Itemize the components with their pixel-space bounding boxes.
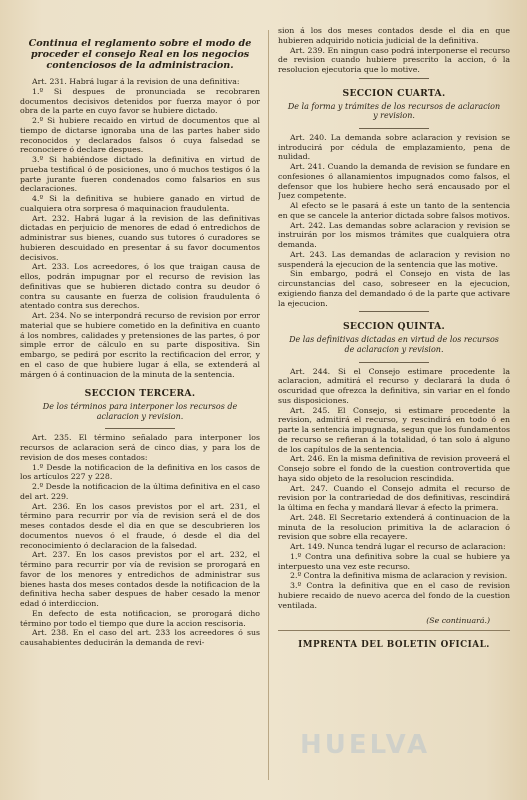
archive-watermark-logo: HUELVA [300, 730, 431, 760]
paragraph: Art. 241. Cuando la demanda de revision se fundare en confesiones ó allanamientos impugnados como falsos, el defensor que los hubiere hecho será encausado por el Juez competente. [278, 162, 510, 201]
left-column [20, 30, 260, 792]
paragraph: Sin embargo, podrá el Consejo en vista de las circunstancias del caso, sobreseer en la ejecucion, exigiendo fianza del demandado ó de la parte que activare la ejecucion. [278, 269, 510, 308]
section-subtitle-cuarta: De la forma y trámites de los recursos de aclaracion y revision. [287, 101, 501, 121]
paragraph: Art. 247. Cuando el Consejo admita el recurso de revision por la contrariedad de dos definitivas, rescindirá la última en fecha y mandará llevar á efecto la primera. [278, 483, 510, 513]
imprint-line: IMPRENTA DEL BOLETIN OFICIAL. [298, 640, 490, 651]
paragraph: Art. 234. No se interpondrá recurso de revision por error material que se hubiere cometido en la definitiva en cuanto á los nombres, calidades y pretensiones de las partes, ó por simple error de cálculo en su parte dispositiva. Sin embargo, se pedirá por escrito la rectificacion del error, y en el caso de que hubiere lugar á ella, se extenderá al márgen ó á continuacion de la minuta de la sentencia. [20, 311, 260, 379]
paragraph: Art. 239. En ningun caso podrá interponerse el recurso de revision cuando hubiere prescrito la accion, ó la resolucion ejecutoria que lo motive. [278, 45, 510, 74]
separator-line [359, 362, 429, 363]
paragraph: Art. 237. En los casos previstos por el art. 232, el término para recurrir por vía de revision se prorogará en favor de los menores y entredichos de administrar sus bienes hasta dos meses contados desde la notificacion de la definitiva hecha saber despues de haber cesado la menor edad ó interdiccion. [20, 550, 260, 609]
paragraph: Art. 238. En el caso del art. 233 los acreedores ó sus causahabientes deducirán la demanda de revi- [20, 628, 260, 648]
paragraph: Art. 245. El Consejo, si estimare procedente la revision, admitirá el recurso, y rescindirá en todo ó en parte la sentencia impugnada, segun que los fundamentos de recurso se refieran á la totalidad, ó tan solo á alguno de los capítulos de la sentencia. [278, 405, 510, 454]
article-title: Continua el reglamento sobre el modo de proceder el consejo Real en los negocios contenciosos de la administracion. [28, 38, 252, 71]
left-paragraphs-b [20, 433, 260, 648]
separator-line [359, 311, 429, 312]
column-divider [268, 30, 269, 780]
right-column [278, 26, 510, 792]
section-title-quinta: SECCION QUINTA. [342, 321, 446, 333]
paragraph: sion á los dos meses contados desde el dia en que hubieren adquirido noticia judicial de la definitiva. [278, 26, 510, 45]
paragraph: 3.º Contra la definitiva que en el caso de revision hubiere recaido de nuevo acerca del fondo de la cuestion ventilada. [278, 581, 510, 610]
paragraph: Art. 243. Las demandas de aclaracion y revision no suspenderá la ejecucion de la sentencia que las motive. [278, 249, 510, 269]
paragraph: Art. 246. En la misma definitiva de revision proveerá el Consejo sobre el fondo de la cuestion controvertida que haya sido objeto de la resolucion rescindida. [278, 454, 510, 483]
paragraph: 1.º Si despues de pronunciada se recobraren documentos decisivos detenidos por fuerza mayor ó por obra de la parte en cuyo favor se hubiere dictado. [20, 86, 260, 116]
paragraph: Art. 248. El Secretario extenderá á continuacion de la minuta de la resolucion primitiva la de aclaracion ó revision que sobre ella recayere. [278, 512, 510, 542]
paragraph: 3.º Si habiéndose dictado la definitiva en virtud de prueba testifical ó de posiciones, uno ó muchos testigos ó la parte jurante fueren condenados como falsarios en sus declaraciones. [20, 155, 260, 194]
paragraph: 1.º Contra una definitiva sobre la cual se hubiere ya interpuesto una vez este recurso. [278, 551, 510, 571]
separator-line [105, 428, 175, 429]
paragraph: Art. 235. El término señalado para interponer los recursos de aclaracion será de cinco dias, y para los de revision de dos meses contados: [20, 433, 260, 462]
section-subtitle-tercera: De los términos para interponer los recursos de aclaracion y revision. [42, 402, 238, 421]
right-paragraphs-c [278, 367, 510, 611]
paragraph: Art. 233. Los acreedores, ó los que traigan causa de ellos, podrán impugnar por el recurso de revision las definitivas que se hubieren dictado contra su deudor ó contra su causante en fuerza de colision fraudulenta ó atentado contra sus derechos. [20, 262, 260, 311]
paragraph: Art. 149. Nunca tendrá lugar el recurso de aclaracion: [290, 542, 506, 552]
paragraph: Al efecto se le pasará á este un tanto de la sentencia en que se cancele la anterior dictada sobre falsos motivos. [278, 201, 510, 220]
right-paragraphs-a [278, 26, 510, 75]
imprint-rule [278, 630, 510, 631]
paragraph: Art. 236. En los casos previstos por el art. 231, el término para recurrir por vía de revision será el de dos meses contados desde el dia en que se descubrieren los documentos nuevos ó el fraude, ó desde el dia del reconocimiento ó declaracion de la falsedad. [20, 501, 260, 550]
paragraph: Art. 231. Habrá lugar á la revision de una definitiva: [32, 77, 240, 86]
section-title-tercera: SECCION TERCERA. [84, 388, 196, 400]
paragraph: Art. 240. La demanda sobre aclaracion y revision se introducirá por cédula de emplazamiento, pena de nulidad. [278, 132, 510, 162]
separator-line [359, 78, 429, 79]
paragraph: 2.º Si hubiere recaido en virtud de documentos que al tiempo de dictarse ignoraba una de las partes haber sido reconocidos y declarados falsos ó cuya falsedad se reconociere ó declare despues. [20, 116, 260, 155]
paragraph: En defecto de esta notificacion, se prorogará dicho término por todo el tiempo que dure la accion rescisoria. [20, 608, 260, 628]
separator-line [359, 128, 429, 129]
left-paragraphs-a [20, 77, 260, 379]
paragraph: Art. 244. Si el Consejo estimare procedente la aclaracion, admitirá el recurso y declarará la duda ó oscuridad que ofrezca la definitiva, sin variar en el fondo sus disposiciones. [278, 366, 510, 405]
paragraph: 2.º Contra la definitiva misma de aclaracion y revision. [290, 571, 508, 581]
paragraph: Art. 242. Las demandas sobre aclaracion y revision se instruirán por los mismos trámites que cualquiera otra demanda. [278, 220, 510, 250]
section-subtitle-quinta: De las definitivas dictadas en virtud de los recursos de aclaracion y revision. [289, 335, 499, 355]
section-title-cuarta: SECCION CUARTA. [342, 87, 446, 99]
continued-note: (Se continuará.) [426, 616, 490, 626]
paragraph: 1.º Desde la notificacion de la definitiva en los casos de los artículos 227 y 228. [20, 462, 260, 482]
right-paragraphs-b [278, 133, 510, 309]
paragraph: 4.º Si la definitiva se hubiere ganado en virtud de cualquiera otra sorpresa ó maquinacion fraudulenta. [20, 194, 260, 213]
paragraph: 2.º Desde la notificacion de la última definitiva en el caso del art. 229. [20, 482, 260, 501]
paragraph: Art. 232. Habrá lugar á la revision de las definitivas dictadas en perjuicio de menores de edad ó entredichos de administrar sus bienes, cuando sus tutores ó curadores se hubieren descuidado en presentar á su favor documentos decisivos. [20, 213, 260, 262]
